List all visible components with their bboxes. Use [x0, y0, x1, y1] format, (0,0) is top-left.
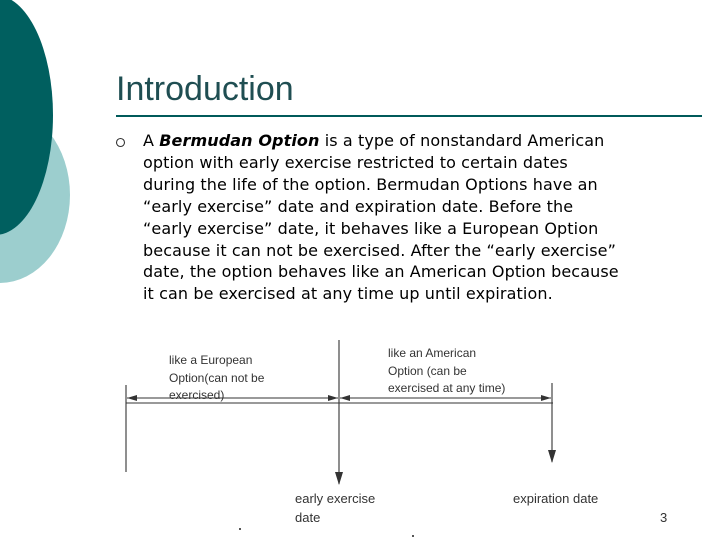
- arrowhead-right-icon: [541, 395, 551, 401]
- early-exercise-label: [295, 489, 375, 527]
- stray-dot: [412, 535, 414, 537]
- early-exercise-label-line: date: [295, 510, 321, 525]
- american-label-line: exercised at any time): [388, 381, 506, 395]
- arrowhead-down-icon: [548, 450, 556, 463]
- arrowhead-down-icon: [335, 472, 343, 485]
- arrowhead-right-icon: [328, 395, 338, 401]
- bullet-line: it can be exercised at any time up until expiration.: [143, 284, 553, 304]
- bullet-line: during the life of the option. Bermudan Options have an: [143, 174, 598, 194]
- arrowhead-left-icon: [340, 395, 350, 401]
- european-label-line: Option(can not be: [169, 370, 265, 385]
- term-bermudan-option: Bermudan Option: [159, 131, 320, 150]
- bullet-line: “early exercise” date, it behaves like a European Option: [143, 218, 599, 238]
- bullet-line: option with early exercise restricted to certain dates: [143, 152, 568, 172]
- bullet-line: because it can not be exercised. After the “early exercise”: [143, 240, 616, 260]
- american-label-line: Option (can be: [388, 363, 467, 378]
- bullet-line: date, the option behaves like an American Option because: [143, 262, 619, 282]
- european-label-line: exercised): [169, 388, 225, 402]
- european-label: [169, 352, 264, 405]
- early-exercise-label-line: early exercise: [295, 491, 376, 506]
- bullet-line: is a type of nonstandard American: [319, 131, 605, 150]
- american-label-line: like an American: [388, 346, 477, 360]
- bullet-line: “early exercise” date and expiration date. Before the: [143, 196, 574, 216]
- european-label-line: like a European: [169, 353, 253, 367]
- bullet-line: A: [143, 131, 160, 150]
- page-number: 3: [660, 510, 668, 525]
- american-label: [388, 345, 505, 398]
- arrowhead-left-icon: [127, 395, 137, 401]
- stray-dot: [239, 528, 241, 530]
- expiration-label: expiration date: [513, 491, 599, 506]
- slide-title: Introduction: [116, 70, 294, 108]
